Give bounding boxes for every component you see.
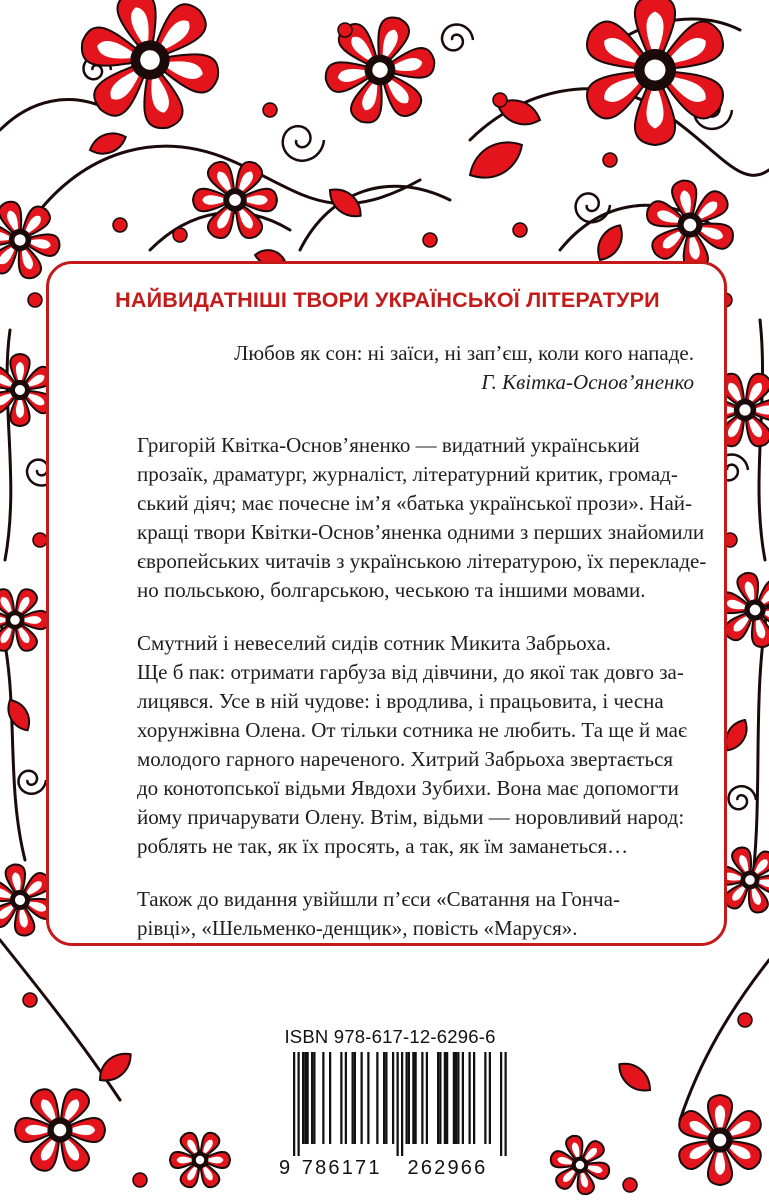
tendril-spiral <box>283 126 324 161</box>
barcode <box>271 1052 509 1186</box>
text-line: ський діяч; має почесне ім’я «батька української прози». Най- <box>137 491 693 515</box>
tendril-spiral <box>19 771 47 794</box>
barcode-bar <box>505 1052 507 1156</box>
tendril-spiral <box>729 786 757 809</box>
barcode-bar <box>455 1052 457 1144</box>
berry <box>338 23 352 37</box>
series-title: НАЙВИДАТНІШІ ТВОРИ УКРАЇНСЬКОЇ ЛІТЕРАТУРИ <box>115 288 660 312</box>
berry <box>423 233 437 247</box>
folk-flower <box>193 158 277 242</box>
berry <box>738 1013 752 1027</box>
barcode-bar <box>304 1052 306 1144</box>
folk-leaf <box>613 1057 656 1098</box>
barcode-bar <box>367 1052 369 1144</box>
barcode-digits: 786171 <box>301 1157 382 1179</box>
berry <box>493 93 507 107</box>
barcode-bar <box>385 1052 387 1144</box>
barcode-bar <box>426 1052 428 1144</box>
text-line: кращі твори Квітки-Основ’яненка одними з перших знайомили <box>137 520 705 544</box>
barcode-bar <box>408 1052 410 1144</box>
folk-flower <box>64 0 235 146</box>
folk-flower <box>543 1128 616 1200</box>
folk-leaf <box>94 1047 137 1088</box>
vine-stem <box>0 100 110 130</box>
barcode-bar <box>376 1052 378 1144</box>
contents-note-paragraph <box>81 885 694 943</box>
barcode-bar <box>361 1052 363 1144</box>
folk-flower <box>0 586 49 654</box>
barcode-bar <box>313 1052 315 1144</box>
epigraph <box>81 339 694 397</box>
folk-flower <box>170 1130 230 1190</box>
barcode-digits: 9 <box>279 1157 293 1179</box>
author-bio-paragraph <box>81 431 707 605</box>
text-line: йому причарувати Олену. Втім, відьми — норовливий народ: <box>137 805 685 829</box>
berry <box>603 153 617 167</box>
berry <box>513 223 527 237</box>
barcode-bar <box>311 1052 313 1144</box>
text-line: прозаїк, драматург, журналіст, літературний критик, громад- <box>137 462 678 486</box>
barcode-bar <box>415 1052 417 1144</box>
text-line: до конотопської відьми Явдохи Зубихи. Вона має допомогти <box>137 776 679 800</box>
text-line: молодого гарного нареченого. Хитрий Забрьоха звертається <box>137 747 674 771</box>
barcode-bar <box>444 1052 446 1144</box>
text-line: Смутний і невеселий сидів сотник Микита Забрьоха. <box>137 631 611 655</box>
tendril-spiral <box>576 193 610 222</box>
barcode-bar <box>439 1052 441 1144</box>
text-line: хорунжівна Олена. От тільки сотника не любить. Та ще й має <box>137 718 687 742</box>
barcode-digits: 262966 <box>407 1157 488 1179</box>
text-line: Також до видання увійшли п’єси «Сватання на Гонча- <box>137 887 620 911</box>
folk-leaf <box>3 696 35 735</box>
folk-leaf <box>592 220 629 264</box>
description-card <box>46 261 727 946</box>
tendril-spiral <box>442 25 473 51</box>
folk-flower <box>316 6 443 133</box>
text-line: роблять не так, як їх просять, а так, як їм заманеться… <box>137 834 629 858</box>
barcode-bar <box>383 1052 385 1144</box>
folk-flower <box>15 1085 105 1175</box>
barcode-bar <box>446 1052 448 1144</box>
berry <box>28 293 42 307</box>
barcode-bar <box>453 1052 455 1144</box>
barcode-bar <box>298 1052 300 1156</box>
text-line: рівці», «Шельменко-денщик», повість «Маруся». <box>137 916 578 940</box>
text-line: Ще б пак: отримати гарбуза від дівчини, до якої так довго за- <box>137 660 684 684</box>
plot-summary-paragraph <box>81 629 694 861</box>
barcode-bar <box>489 1052 491 1144</box>
epigraph-author: Г. Квітка-Основ’яненко <box>481 370 694 394</box>
barcode-bar <box>484 1052 486 1144</box>
barcode-bar <box>397 1052 399 1156</box>
berry <box>623 1178 637 1192</box>
barcode-bar <box>469 1052 471 1144</box>
barcode-bar <box>345 1052 347 1144</box>
folk-leaf <box>463 132 530 187</box>
barcode-bar <box>462 1052 464 1144</box>
barcode-bar <box>437 1052 439 1144</box>
vine-stem <box>0 620 25 860</box>
barcode-bar <box>473 1052 475 1144</box>
berry <box>133 1173 147 1187</box>
epigraph-quote: Любов як сон: ні заїси, ні зап’єш, коли кого нападе. <box>234 341 694 365</box>
berry <box>113 218 127 232</box>
text-line: Григорій Квітка-Основ’яненко — видатний український <box>137 433 640 457</box>
text-line: лицявся. Усе в ній чудове: і вродлива, і працьовита, і чесна <box>137 689 664 713</box>
barcode-bar <box>392 1052 394 1144</box>
barcode-bar <box>307 1052 309 1144</box>
barcode-bar <box>412 1052 414 1144</box>
text-line: європейських читачів з українською літературою, їх перекладе- <box>137 549 707 573</box>
barcode-bar <box>406 1052 408 1144</box>
berry <box>23 993 37 1007</box>
barcode-bar <box>401 1052 403 1156</box>
folk-flower <box>659 1079 769 1200</box>
berry <box>263 103 277 117</box>
barcode-bar <box>293 1052 295 1156</box>
barcode-bar <box>329 1052 331 1144</box>
barcode-bar <box>500 1052 502 1156</box>
berry <box>33 533 47 547</box>
barcode-bar <box>302 1052 304 1144</box>
barcode-bar <box>457 1052 459 1144</box>
barcode-bar <box>322 1052 324 1144</box>
text-line: но польською, болгарською, чеською та іншими мовами. <box>137 578 646 602</box>
barcode-bar <box>352 1052 354 1144</box>
berry <box>173 228 187 242</box>
barcode-bar <box>354 1052 356 1144</box>
barcode-bar <box>340 1052 342 1144</box>
isbn-label: ISBN 978-617-12-6296-6 <box>284 1026 496 1047</box>
barcode-bar <box>421 1052 423 1144</box>
isbn-barcode-block <box>271 1026 509 1186</box>
